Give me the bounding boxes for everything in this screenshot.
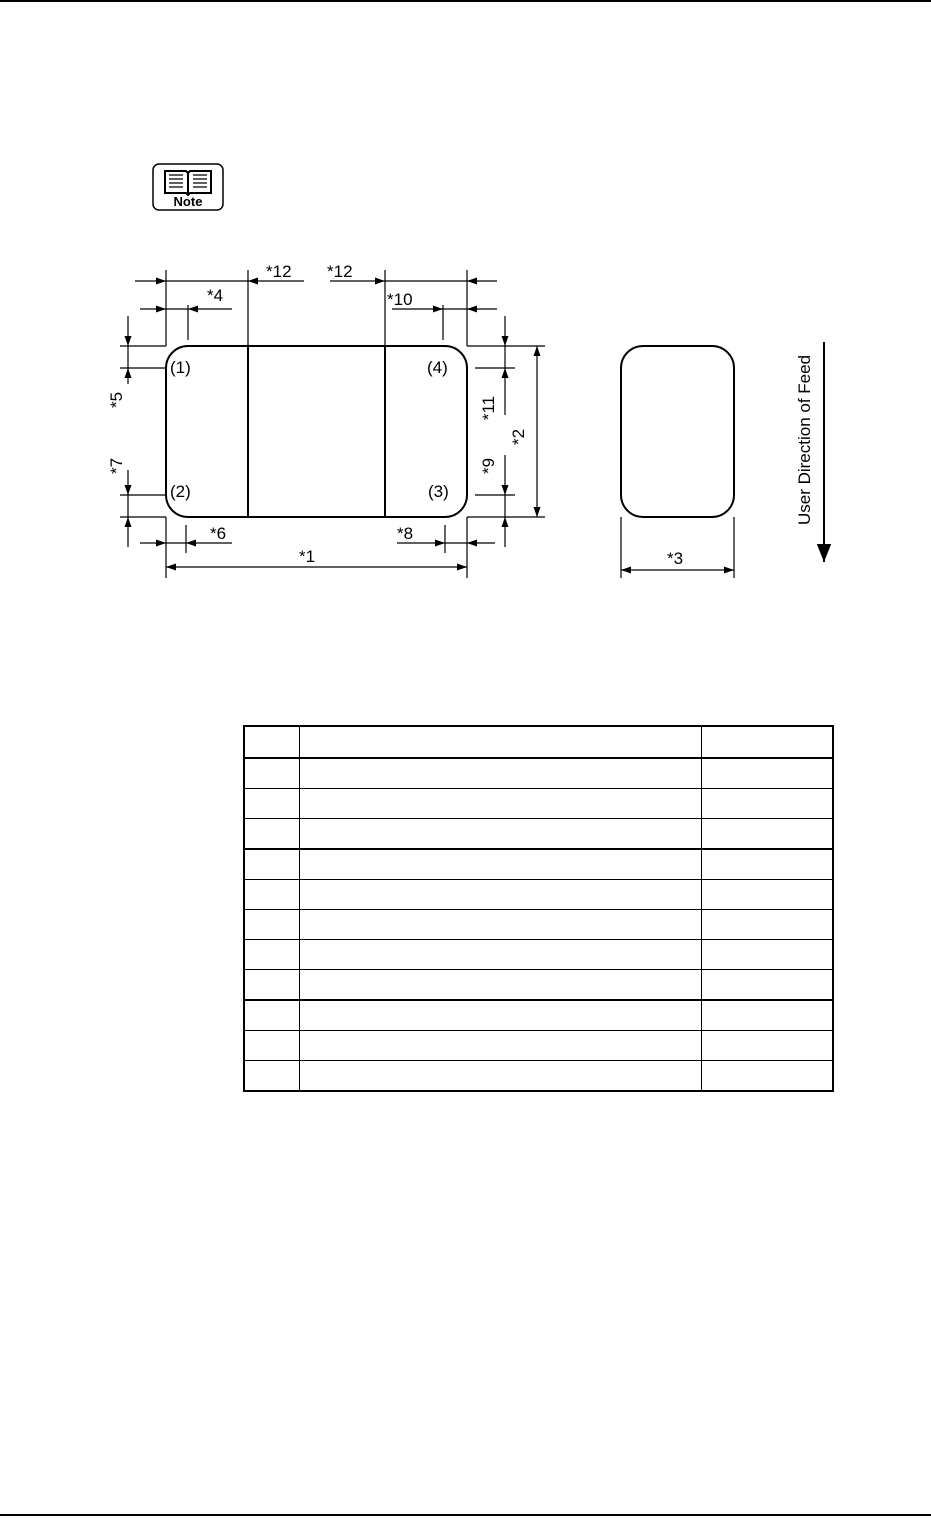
label-outline xyxy=(166,346,467,517)
dim-label-3: *3 xyxy=(667,549,684,568)
dim-label-8: *8 xyxy=(397,524,414,543)
table-cell xyxy=(299,1031,701,1061)
dim-label-10: *10 xyxy=(387,290,413,309)
dim-label-1: *1 xyxy=(299,547,316,566)
table-row xyxy=(244,1031,833,1061)
dimension-table xyxy=(243,725,834,1092)
corner-label-1: (1) xyxy=(170,358,191,377)
table-cell xyxy=(701,1061,833,1092)
table-cell xyxy=(701,910,833,940)
table-cell xyxy=(299,970,701,1001)
table-cell xyxy=(299,819,701,850)
table-cell xyxy=(701,758,833,789)
table-cell xyxy=(244,1061,299,1092)
dim-label-6: *6 xyxy=(210,524,227,543)
dim-label-9: *9 xyxy=(479,457,498,475)
table-row xyxy=(244,970,833,1001)
table-cell xyxy=(244,1000,299,1031)
table-row xyxy=(244,910,833,940)
footer-rule xyxy=(0,1514,931,1516)
dim-label-12-left: *12 xyxy=(266,262,292,281)
dim-label-2: *2 xyxy=(509,428,528,446)
table-cell xyxy=(299,789,701,819)
feed-direction-label: User Direction of Feed xyxy=(795,354,814,526)
table-cell xyxy=(701,940,833,970)
table-cell xyxy=(299,726,701,758)
table-cell xyxy=(299,849,701,880)
dim-label-11: *11 xyxy=(479,395,498,421)
table-cell xyxy=(701,789,833,819)
table-cell xyxy=(701,970,833,1001)
table-cell xyxy=(701,849,833,880)
dim-label-5: *5 xyxy=(107,391,126,409)
table-cell xyxy=(244,849,299,880)
table-cell xyxy=(701,880,833,910)
table-cell xyxy=(701,726,833,758)
table-cell xyxy=(299,758,701,789)
table-row xyxy=(244,758,833,789)
table-cell xyxy=(299,940,701,970)
corner-label-3: (3) xyxy=(428,482,449,501)
table-cell xyxy=(299,1061,701,1092)
table-row xyxy=(244,849,833,880)
dim-label-7: *7 xyxy=(107,457,126,475)
table-cell xyxy=(244,970,299,1001)
table-cell xyxy=(244,819,299,850)
table-cell xyxy=(701,819,833,850)
table-header-row xyxy=(244,726,833,758)
table-cell xyxy=(244,940,299,970)
table-row xyxy=(244,940,833,970)
table-row xyxy=(244,1061,833,1092)
table-cell xyxy=(701,1000,833,1031)
note-icon xyxy=(152,163,224,211)
table-row xyxy=(244,789,833,819)
header-rule xyxy=(0,0,931,2)
table-cell xyxy=(244,880,299,910)
side-label-outline xyxy=(621,346,734,517)
dim-label-12-right: *12 xyxy=(327,262,353,281)
table-cell xyxy=(701,1031,833,1061)
table-cell xyxy=(299,880,701,910)
table-row xyxy=(244,1000,833,1031)
corner-label-4: (4) xyxy=(427,358,448,377)
table-cell xyxy=(244,910,299,940)
dim-label-4: *4 xyxy=(207,286,224,305)
corner-label-2: (2) xyxy=(170,482,191,501)
label-dimension-diagram xyxy=(0,0,931,620)
table-row xyxy=(244,880,833,910)
table-cell xyxy=(244,1031,299,1061)
table-cell xyxy=(299,910,701,940)
table-row xyxy=(244,819,833,850)
table-cell xyxy=(244,758,299,789)
table-cell xyxy=(244,726,299,758)
table-cell xyxy=(299,1000,701,1031)
table-cell xyxy=(244,789,299,819)
note-label: Note xyxy=(173,194,203,209)
